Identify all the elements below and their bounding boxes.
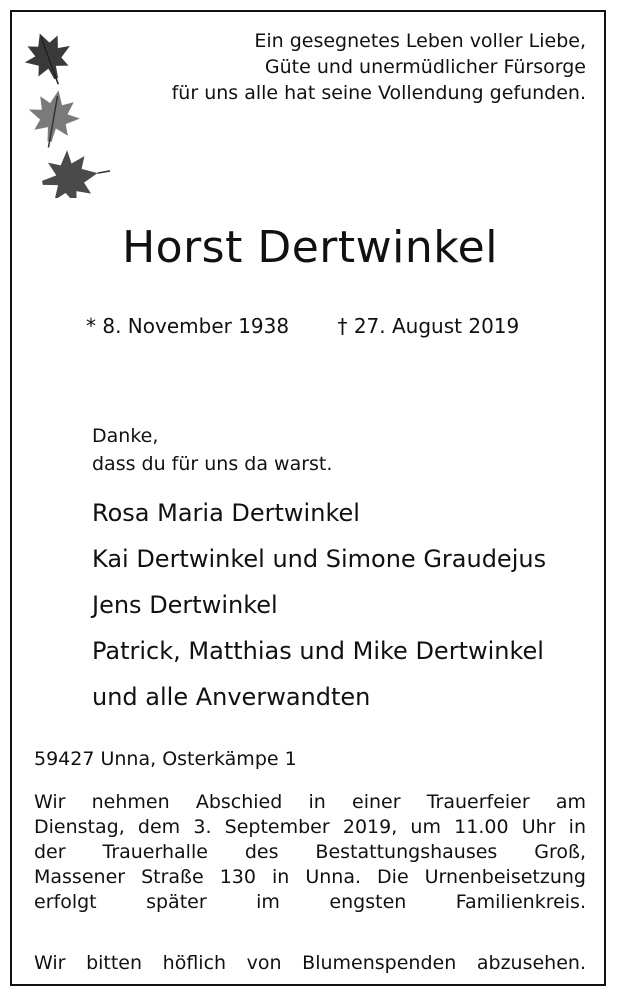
motto-verse [166, 28, 586, 106]
life-dates [86, 314, 519, 338]
motto-line: Ein gesegnetes Leben voller Liebe, [254, 30, 586, 52]
notice-line: der Trauerhalle des Bestattungshauses Groß, [34, 841, 586, 863]
notice-line: erfolgt später im engsten Familienkreis. [34, 891, 586, 913]
mourners-list [92, 490, 546, 720]
mourner-name: Patrick, Matthias und Mike Dertwinkel [92, 637, 544, 665]
mourner-name: Kai Dertwinkel und Simone Graudejus [92, 545, 547, 573]
mourner-name: Jens Dertwinkel [92, 591, 278, 619]
death-date: † 27. August 2019 [337, 314, 520, 338]
thanks-line: dass du für uns da warst. [92, 453, 333, 475]
notice-line: Dienstag, dem 3. September 2019, um 11.00 Uhr in [34, 816, 586, 838]
notice-line: Wir nehmen Abschied in einer Trauerfeier am [34, 791, 586, 813]
thanks-text [92, 422, 332, 478]
maple-leaf-icon [20, 28, 81, 92]
deceased-name: Horst Dertwinkel [122, 222, 498, 273]
maple-leaf-icon [38, 142, 110, 198]
mourner-name: und alle Anverwandten [92, 683, 371, 711]
autumn-leaves-decoration [20, 28, 110, 198]
funeral-notice [34, 790, 586, 915]
notice-line: Massener Straße 130 in Unna. Die Urnenbeisetzung [34, 866, 586, 888]
thanks-line: Danke, [92, 425, 159, 447]
mourner-name: Rosa Maria Dertwinkel [92, 499, 360, 527]
birth-date: * 8. November 1938 [86, 314, 290, 338]
flower-request: Wir bitten höflich von Blumenspenden abzusehen. [34, 952, 586, 974]
motto-line: Güte und unermüdlicher Fürsorge [264, 56, 586, 78]
maple-leaf-icon [23, 86, 84, 152]
family-address: 59427 Unna, Osterkämpe 1 [34, 748, 297, 770]
motto-line: für uns alle hat seine Vollendung gefunden. [171, 82, 586, 104]
